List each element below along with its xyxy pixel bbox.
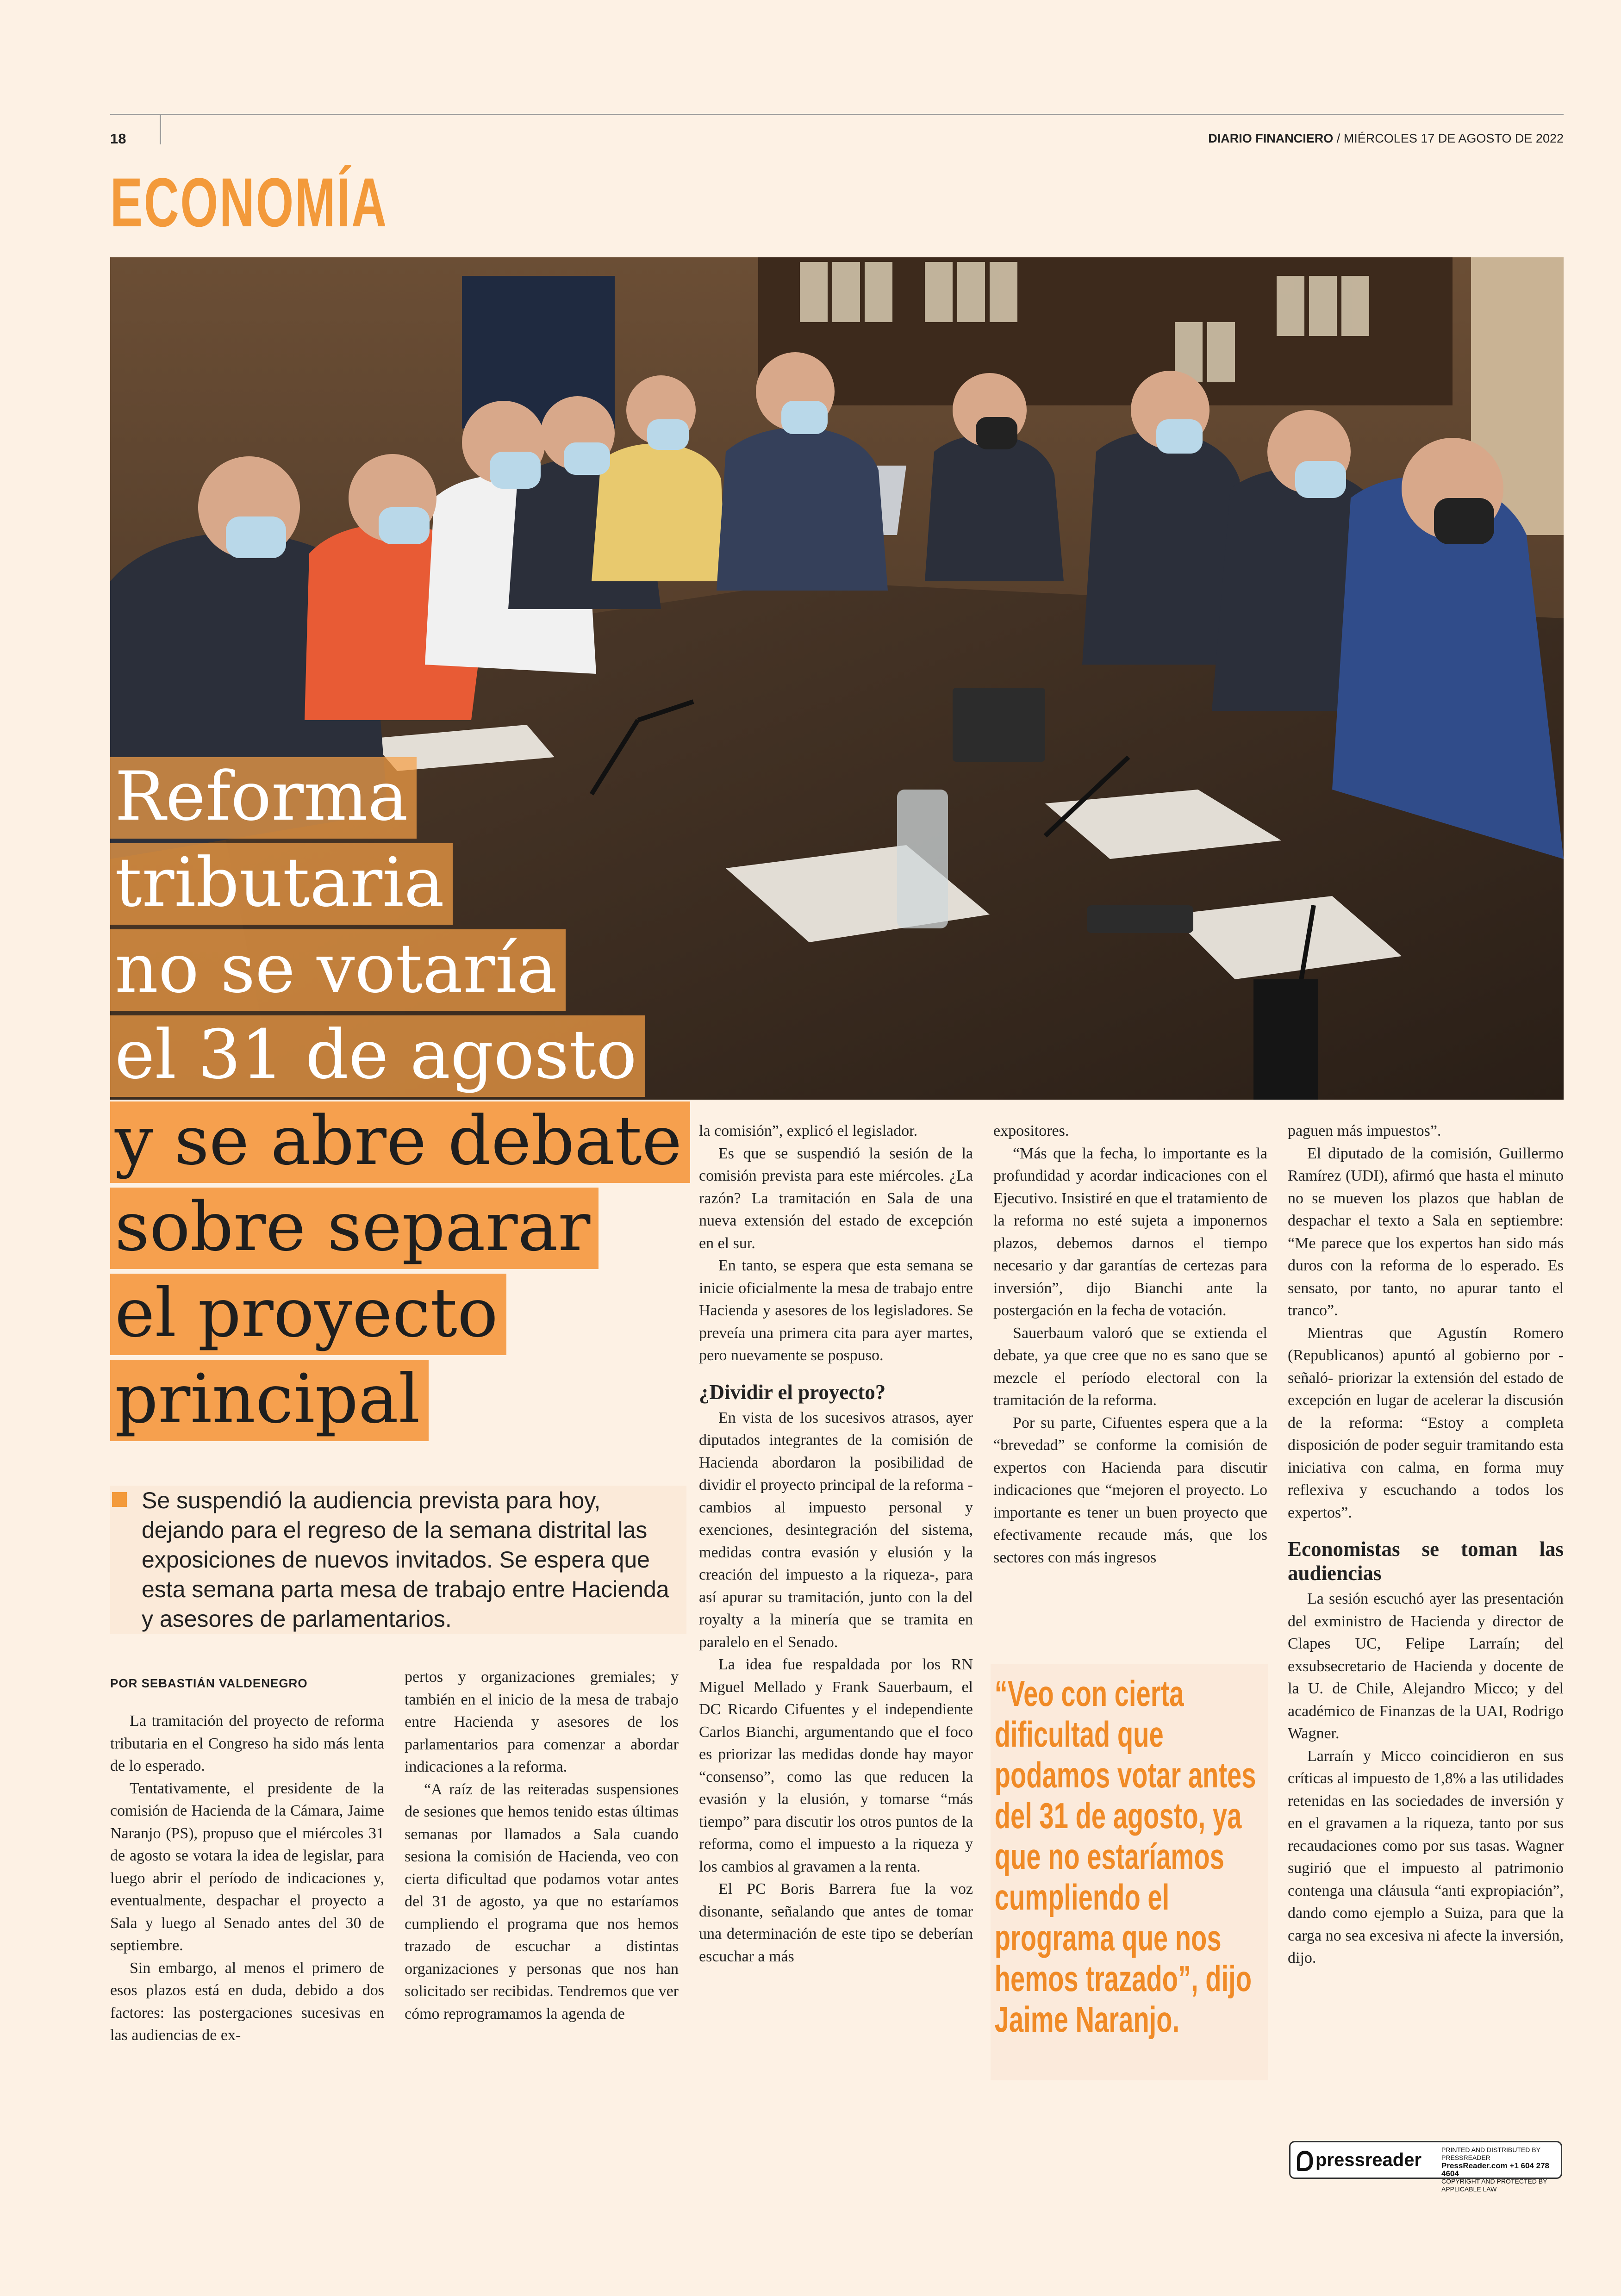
lede-text: Se suspendió la audiencia prevista para hoy, dejando para el regreso de la semana distrital las exposiciones de nuevos invitados. Se espera que esta semana parta mesa de trabajo entre Hacienda y asesores de parlamentarios. [142,1487,669,1632]
article-column-1 [110,1710,384,2047]
article-column-5 [1288,1120,1564,1970]
headline-line-6: sobre separar [110,1185,707,1269]
pressreader-line-3: COPYRIGHT AND PROTECTED BY APPLICABLE LAW [1441,2178,1547,2193]
paragraph: “A raíz de las reiteradas suspensiones de sesiones que hemos tenido estas últimas semanas por llamados a Sala cuando sesiona la comisión de Hacienda, veo con cierta dificultad que podamos votar antes del 31 de agosto, ya que no estaríamos cumpliendo el programa que nos hemos trazado de escuchar a distintas organizaciones y personas que nos han solicitado ser recibidas. Tendremos que ver cómo reprogramamos la agenda de [405,1780,679,2022]
paragraph: El PC Boris Barrera fue la voz disonante, señalando que antes de tomar una determinación de este tipo se deberían escuchar a más [699,1880,973,1965]
headline-line-4: el 31 de agosto [110,1013,707,1097]
paragraph: Larraín y Micco coincidieron en sus críticas al impuesto de 1,8% a las utilidades retenidas en las sociedades de inversión y en el gravamen a la riqueza, tanto por sus recaudaciones como por sus tasas. Wagner sugirió que el impuesto al patrimonio contenga una cláusula “anti expropiación”, dando como ejemplo a Suiza, para que la carga no sea excesiva ni afecte la inversión, dijo. [1288,1747,1564,1966]
paragraph: Sin embargo, al menos el primero de esos plazos está en duda, debido a dos factores: las postergaciones sucesivas en las audiencias de ex- [110,1959,384,2044]
pressreader-brand: pressreader [1316,2150,1422,2170]
paragraph: Sauerbaum valoró que se extienda el debate, ya que cree que no es sano que se mezcle el período electoral con la tramitación de la reforma. [993,1324,1267,1409]
subheading: Economistas se toman las audiencias [1288,1537,1564,1585]
headline-line-5: y se abre debate [110,1099,707,1183]
headline [110,754,707,1443]
pull-quote-text: “Veo con cierta dificultad que podamos votar antes del 31 de agosto, ya que no estaríamos cumpliendo el programa que nos hemos trazado”, dijo Jaime Naranjo. [994,1673,1256,2040]
section-title: ECONOMÍA [110,163,388,241]
paragraph: En vista de los sucesivos atrasos, ayer diputados integrantes de la comisión de Hacienda abordaron la posibilidad de dividir el proyecto principal de la reforma -cambios al impuesto personal y exenciones, desintegración del sistema, medidas contra evasión y elusión y la creación del impuesto a la riqueza-, para así apurar su tramitación, junto con la del royalty a la minería que se tramita en paralelo en el Senado. [699,1409,973,1651]
article-column-2 [405,1666,679,2025]
paragraph: expositores. [993,1122,1069,1139]
paragraph: El diputado de la comisión, Guillermo Ramírez (UDI), afirmó que hasta el minuto no se mueven los plazos que hablan de despachar el texto a Sala en septiembre: “Me parece que los expertos han sido más duros con la reforma de lo esperado. Es sensato, por tanto, no apurar tanto el tranco”. [1288,1145,1564,1319]
bullet-square-icon [112,1492,127,1507]
paragraph: La tramitación del proyecto de reforma tributaria en el Congreso ha sido más lenta de lo esperado. [110,1712,384,1774]
byline: POR SEBASTIÁN VALDENEGRO [110,1676,308,1690]
paragraph: La idea fue respaldada por los RN Miguel Mellado y Frank Sauerbaum, el DC Ricardo Cifuentes y el independiente Carlos Bianchi, argumentando que el foco es priorizar las medidas donde hay mayor “consenso”, como las que reducen la evasión y la elusión, y tomarse “más tiempo” para discutir los otros puntos de la reforma, como el impuesto a la riqueza y los cambios al gravamen a la renta. [699,1656,973,1875]
headline-line-7: el proyecto [110,1271,707,1355]
newspaper-name: DIARIO FINANCIERO [1208,131,1334,145]
pull-quote [991,1664,1268,2080]
paragraph: la comisión”, explicó el legislador. [699,1122,918,1139]
pressreader-badge[interactable] [1289,2141,1562,2193]
header-divider [160,115,161,144]
issue-date: / MIÉRCOLES 17 DE AGOSTO DE 2022 [1336,131,1564,145]
headline-line-3: no se votaría [110,927,707,1011]
article-column-3 [699,1120,973,1968]
article-column-4 [993,1120,1267,1569]
headline-line-1: Reforma [110,754,707,839]
masthead [1208,131,1564,146]
paragraph: En tanto, se espera que esta semana se inicie oficialmente la mesa de trabajo entre Hacienda y asesores de los legisladores. Se preveía una primera cita para ayer martes, pero nuevamente se pospuso. [699,1257,973,1364]
pressreader-line-1: PRINTED AND DISTRIBUTED BY PRESSREADER [1441,2146,1540,2161]
subheading: ¿Dividir el proyecto? [699,1380,886,1404]
headline-line-2: tributaria [110,840,707,925]
pressreader-line-2: PressReader.com +1 604 278 4604 [1441,2161,1549,2178]
paragraph: paguen más impuestos”. [1288,1122,1441,1139]
headline-line-8: principal [110,1357,707,1441]
paragraph: Tentativamente, el presidente de la comisión de Hacienda de la Cámara, Jaime Naranjo (PS), propuso que el miércoles 31 de agosto se votara la idea de legislar, para luego abrir el período de indicaciones y, eventualmente, despachar el proyecto a Sala y luego al Senado antes del 30 de septiembre. [110,1780,384,1954]
pressreader-logo-icon [1297,2151,1313,2171]
paragraph: Es que se suspendió la sesión de la comisión prevista para este miércoles. ¿La razón? La tramitación en Sala de una nueva extensión del estado de excepción en el sur. [699,1145,973,1252]
page-number: 18 [110,131,126,147]
lede [110,1486,686,1634]
paragraph: Mientras que Agustín Romero (Republicanos) apuntó al gobierno por -señaló- priorizar la extensión del estado de excepción en lugar de acelerar la discusión de la reforma: “Estoy a completa disposición de poder seguir tramitando esta iniciativa con calma, en forma muy reflexiva y escuchando a todos los expertos”. [1288,1324,1564,1521]
header-rule [110,114,1564,115]
paragraph: Por su parte, Cifuentes espera que a la “brevedad” se conforme la comisión de expertos con Hacienda para discutir indicaciones que “mejoren el proyecto. Lo importante es tener un buen proyecto que efectivamente recaude más, que los sectores con más ingresos [993,1414,1267,1566]
paragraph: pertos y organizaciones gremiales; y también en el inicio de la mesa de trabajo entre Hacienda y asesores de los parlamentarios para comenzar a abordar indicaciones a la reforma. [405,1668,679,1775]
pressreader-meta [1441,2146,1561,2193]
paragraph: “Más que la fecha, lo importante es la profundidad y acordar indicaciones con el Ejecutivo. Insistiré en que el tratamiento de la reforma no esté sujeta a imponernos plazos, debemos darnos el tiempo necesario y dar garantías de certezas para inversión”, dijo Bianchi ante la postergación en la fecha de votación. [993,1145,1267,1319]
paragraph: La sesión escuchó ayer las presentación del exministro de Hacienda y director de Clapes UC, Felipe Larraín; del exsubsecretario de Hacienda y docente de la U. de Chile, Alejandro Micco; y del académico de Finanzas de la UAI, Rodrigo Wagner. [1288,1590,1564,1742]
